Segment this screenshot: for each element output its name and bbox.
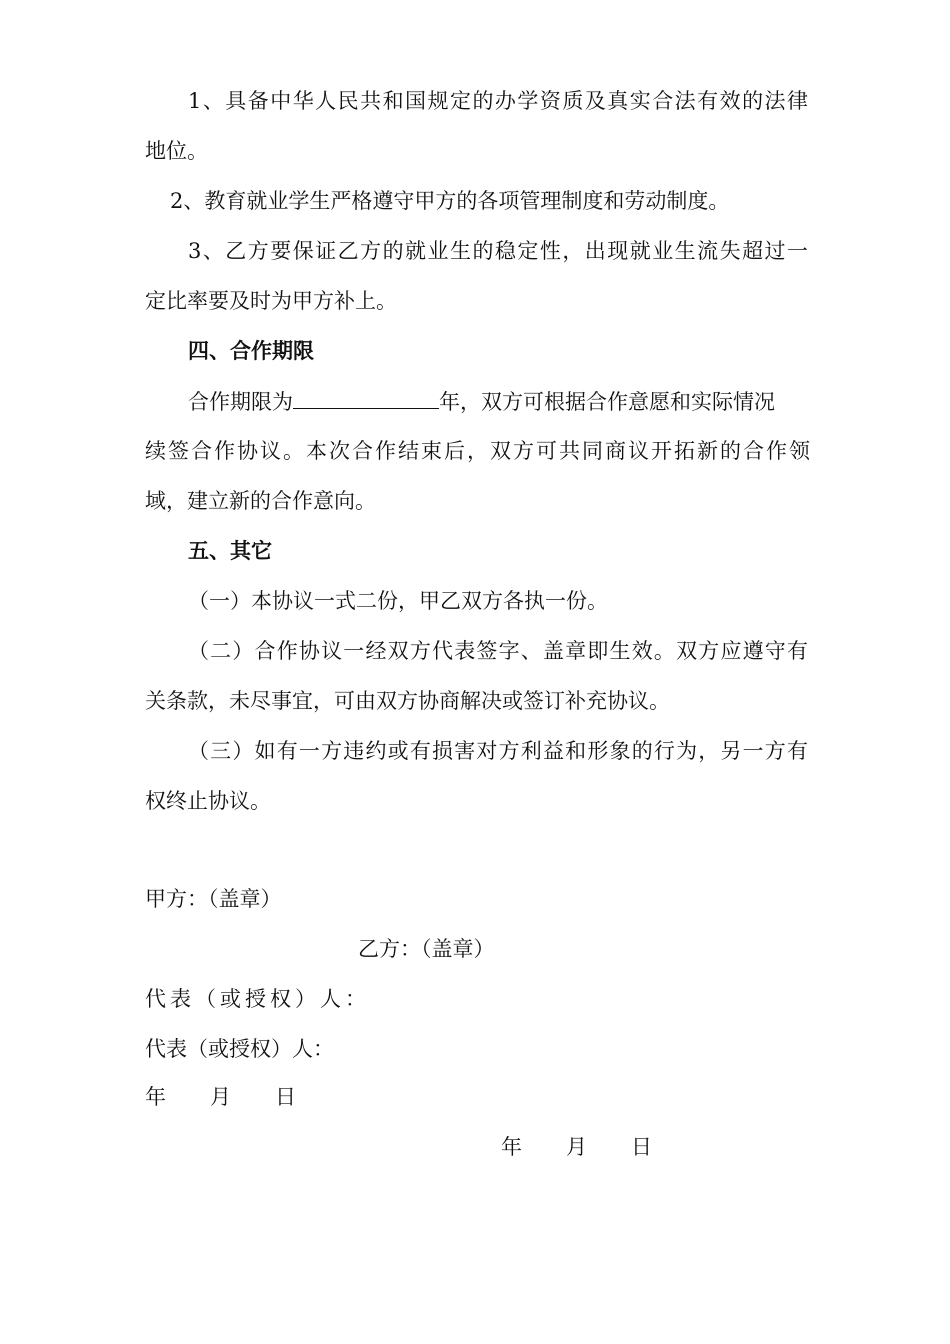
term-prefix: 合作期限为: [188, 390, 293, 414]
date-month: 月: [566, 1135, 587, 1159]
date-year: 年: [145, 1085, 166, 1109]
party-b-seal: 乙方：（盖章）: [358, 937, 495, 961]
other-item-3-line-2: 权终止协议。: [145, 789, 271, 813]
section-4-heading: 四、合作期限: [188, 338, 314, 363]
party-b-date: [501, 1132, 801, 1162]
term-line-2: 续签合作协议。本次合作结束后，双方可共同商议开拓新的合作领: [145, 439, 810, 463]
item-2: 2、教育就业学生严格遵守甲方的各项管理制度和劳动制度。: [170, 189, 730, 213]
date-day: 日: [275, 1085, 296, 1109]
date-day: 日: [631, 1135, 652, 1159]
item-3-line-1: 3、乙方要保证乙方的就业生的稳定性，出现就业生流失超过一: [188, 239, 808, 263]
item-3-line-2: 定比率要及时为甲方补上。: [145, 289, 397, 313]
term-line-3: 域，建立新的合作意向。: [145, 489, 376, 513]
party-a-representative: 代表（或授权）人：: [145, 987, 370, 1011]
other-item-2-line-1: （二）合作协议一经双方代表签字、盖章即生效。双方应遵守有: [188, 639, 808, 663]
other-item-1: （一）本协议一式二份，甲乙双方各执一份。: [188, 589, 608, 613]
party-a-date: [145, 1082, 810, 1112]
term-suffix: 年，双方可根据合作意愿和实际情况: [439, 390, 775, 414]
other-item-2-line-2: 关条款，未尽事宜，可由双方协商解决或签订补充协议。: [145, 689, 670, 713]
party-a-seal: 甲方：（盖章）: [145, 887, 282, 911]
term-years-blank: [293, 386, 439, 409]
item-1-line-1: 1、具备中华人民共和国规定的办学资质及真实合法有效的法律: [188, 89, 808, 113]
section-5-heading: 五、其它: [188, 538, 272, 563]
party-b-representative: 代表（或授权）人：: [145, 1037, 334, 1061]
item-1-line-2: 地位。: [145, 139, 208, 163]
other-item-3-line-1: （三）如有一方违约或有损害对方利益和形象的行为，另一方有: [188, 739, 808, 763]
term-line-1: [188, 386, 808, 417]
date-year: 年: [501, 1135, 522, 1159]
date-month: 月: [210, 1085, 231, 1109]
